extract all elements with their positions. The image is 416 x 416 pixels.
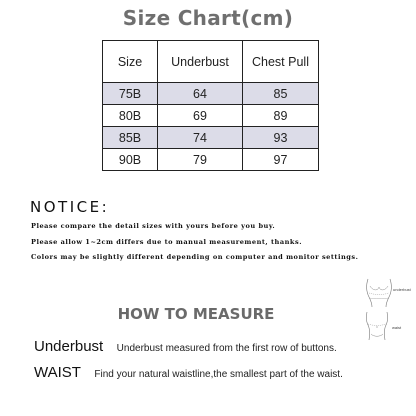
cell-underbust: 64 [158,83,243,105]
cell-chest-pull: 93 [243,127,319,149]
notice-line: Please compare the detail sizes with yours before you buy. [31,222,276,230]
header-chest-pull: Chest Pull [243,41,319,83]
cell-size: 85B [103,127,158,149]
table-row [103,83,319,105]
cell-chest-pull: 89 [243,105,319,127]
cell-underbust: 69 [158,105,243,127]
page-title: Size Chart(cm) [122,6,294,30]
notice-title: NOTICE: [30,198,110,216]
cell-size: 75B [103,83,158,105]
underbust-figure-label: underbust [393,287,411,292]
size-chart-table [102,40,319,171]
measure-description: Underbust measured from the first row of buttons. [116,343,337,354]
measure-label: Underbust [34,338,104,355]
cell-size: 90B [103,149,158,171]
notice-line: Colors may be slightly different depending on computer and monitor settings. [31,253,359,261]
measure-item-underbust [34,338,337,356]
header-underbust: Underbust [158,41,243,83]
table-row [103,105,319,127]
cell-chest-pull: 85 [243,83,319,105]
measure-item-waist [34,364,343,382]
header-size: Size [103,41,158,83]
notice-line: Please allow 1~2cm differs due to manual measurement, thanks. [31,238,302,246]
table-row [103,149,319,171]
cell-underbust: 79 [158,149,243,171]
waist-figure-label: waist [392,325,402,330]
table-header-row [103,41,319,83]
measure-description: Find your natural waistline,the smallest part of the waist. [94,369,343,380]
measure-label: WAIST [34,364,81,381]
underbust-figure-illustration [360,277,412,307]
cell-chest-pull: 97 [243,149,319,171]
cell-underbust: 74 [158,127,243,149]
table-row [103,127,319,149]
how-to-measure-title: HOW TO MEASURE [117,305,275,323]
cell-size: 80B [103,105,158,127]
